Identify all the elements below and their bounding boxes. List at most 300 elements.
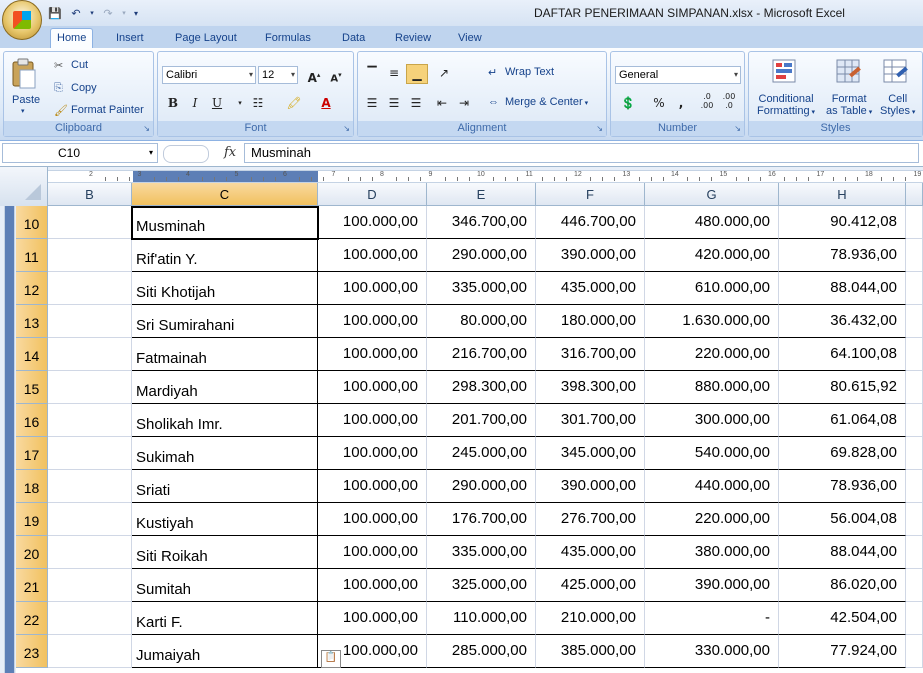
ruler-tick xyxy=(311,177,312,181)
empty-cell[interactable] xyxy=(906,437,923,470)
bold-button[interactable]: B xyxy=(167,96,179,110)
value-cell-f[interactable]: 425.000,00 xyxy=(536,569,645,602)
number-launcher-icon[interactable]: ↘ xyxy=(734,124,741,133)
paste-options-icon[interactable]: 📋 xyxy=(321,650,341,668)
value-cell-f[interactable]: 385.000,00 xyxy=(536,635,645,668)
decrease-decimal-button[interactable]: .00 .0 xyxy=(722,92,736,110)
ruler-number: 16 xyxy=(768,171,776,178)
brush-icon: 🖌 xyxy=(54,105,68,118)
value-cell-g[interactable]: 420.000,00 xyxy=(645,239,779,272)
insert-function-button[interactable]: fx xyxy=(224,145,237,160)
empty-cell[interactable] xyxy=(48,404,132,437)
value-cell-d[interactable]: 100.000,00 xyxy=(318,206,427,239)
wrap-text-button[interactable] xyxy=(488,66,554,78)
font-size-value: 12 xyxy=(262,69,275,81)
format-painter-button[interactable] xyxy=(54,104,144,116)
empty-cell[interactable] xyxy=(906,404,923,437)
italic-button[interactable]: I xyxy=(192,96,198,110)
tab-insert[interactable]: Insert xyxy=(116,32,144,44)
increase-decimal-button[interactable]: .0 .00 xyxy=(700,92,714,110)
name-cell[interactable]: Sholikah Imr. xyxy=(132,404,318,437)
name-cell[interactable]: Sumitah xyxy=(132,569,318,602)
merge-center-label: Merge & Center xyxy=(505,96,583,108)
value-cell-d[interactable]: 100.000,00 xyxy=(318,503,427,536)
conditional-formatting-button[interactable] xyxy=(757,93,815,119)
ruler-tick xyxy=(808,177,809,181)
empty-cell[interactable] xyxy=(906,272,923,305)
table-row xyxy=(48,206,923,239)
paste-dropdown-icon[interactable]: ▾ xyxy=(21,108,25,115)
shrink-font-label: A xyxy=(330,73,339,85)
underline-button[interactable]: U xyxy=(211,96,223,110)
name-cell[interactable]: Musminah xyxy=(132,206,318,239)
conditional-formatting-label-2: Formatting xyxy=(757,105,810,117)
row-header[interactable]: 16 xyxy=(16,404,48,437)
name-box-value: C10 xyxy=(58,146,81,160)
value-cell-h[interactable]: 88.044,00 xyxy=(779,272,906,305)
ruler-tick xyxy=(542,177,543,181)
value-cell-e[interactable]: 298.300,00 xyxy=(427,371,536,404)
align-middle-icon[interactable]: ≡ xyxy=(388,66,400,80)
customize-qat-icon[interactable]: ▾ xyxy=(133,8,138,18)
value-cell-g[interactable]: - xyxy=(645,602,779,635)
row-header[interactable]: 21 xyxy=(16,569,48,602)
orientation-icon[interactable]: ↗ xyxy=(438,66,450,80)
value-cell-d[interactable]: 100.000,00 xyxy=(318,602,427,635)
clipboard-launcher-icon[interactable]: ↘ xyxy=(143,124,150,133)
name-cell[interactable]: Mardiyah xyxy=(132,371,318,404)
styles-group-label: Styles xyxy=(749,121,922,136)
empty-cell[interactable] xyxy=(48,602,132,635)
empty-cell[interactable] xyxy=(48,470,132,503)
ruler-tick xyxy=(881,177,882,181)
value-cell-d[interactable]: 100.000,00 xyxy=(318,437,427,470)
tab-page-layout[interactable]: Page Layout xyxy=(175,32,237,44)
value-cell-h[interactable]: 90.412,08 xyxy=(779,206,906,239)
ruler-tick xyxy=(299,177,300,181)
ruler-tick xyxy=(590,177,591,181)
value-cell-g[interactable]: 440.000,00 xyxy=(645,470,779,503)
column-header-c[interactable]: C xyxy=(132,183,318,206)
row-header[interactable]: 11 xyxy=(16,239,48,272)
empty-cell[interactable] xyxy=(906,338,923,371)
font-group xyxy=(157,51,354,137)
formula-bar-resize-handle[interactable] xyxy=(163,145,209,163)
table-row xyxy=(48,239,923,272)
ruler-tick xyxy=(154,177,155,181)
chevron-down-icon: ▾ xyxy=(290,70,295,79)
align-top-icon[interactable]: ▔ xyxy=(367,66,377,80)
empty-cell[interactable] xyxy=(48,338,132,371)
value-cell-e[interactable]: 346.700,00 xyxy=(427,206,536,239)
ruler-tick xyxy=(214,177,215,181)
font-group-label: Font xyxy=(158,121,353,136)
value-cell-g[interactable]: 540.000,00 xyxy=(645,437,779,470)
ruler-number: 10 xyxy=(477,171,485,178)
row-header[interactable]: 23 xyxy=(16,635,48,668)
empty-cell[interactable] xyxy=(906,635,923,668)
empty-cell[interactable] xyxy=(906,536,923,569)
tab-review[interactable]: Review xyxy=(395,32,432,44)
value-cell-h[interactable]: 77.924,00 xyxy=(779,635,906,668)
value-cell-d[interactable]: 100.000,00 xyxy=(318,470,427,503)
row-header[interactable]: 22 xyxy=(16,602,48,635)
row-header[interactable]: 13 xyxy=(16,305,48,338)
ruler-tick xyxy=(251,177,252,181)
ruler-number: 15 xyxy=(719,171,728,178)
value-cell-h[interactable]: 69.828,00 xyxy=(779,437,906,470)
cell-styles-icon xyxy=(882,58,912,86)
tab-formulas[interactable]: Formulas xyxy=(265,32,311,44)
value-cell-e[interactable]: 290.000,00 xyxy=(427,239,536,272)
fill-color-icon[interactable]: 🖍 xyxy=(286,96,302,110)
font-color-icon[interactable]: A xyxy=(321,96,331,110)
ruler-number: 14 xyxy=(671,171,679,178)
percent-style-button[interactable]: % xyxy=(653,96,665,110)
row-header[interactable]: 14 xyxy=(16,338,48,371)
name-cell[interactable]: Siti Khotijah xyxy=(132,272,318,305)
value-cell-e[interactable]: 201.700,00 xyxy=(427,404,536,437)
empty-cell[interactable] xyxy=(48,371,132,404)
value-cell-g[interactable]: 880.000,00 xyxy=(645,371,779,404)
number-format-value: General xyxy=(619,69,659,81)
name-cell[interactable]: Sri Sumirahani xyxy=(132,305,318,338)
value-cell-e[interactable]: 216.700,00 xyxy=(427,338,536,371)
name-cell[interactable]: Jumaiyah xyxy=(132,635,318,668)
value-cell-g[interactable]: 220.000,00 xyxy=(645,338,779,371)
chevron-down-icon: ▾ xyxy=(809,109,816,116)
ruler-tick xyxy=(360,177,361,181)
alignment-group xyxy=(357,51,607,137)
name-box[interactable] xyxy=(2,143,158,163)
value-cell-h[interactable]: 61.064,08 xyxy=(779,404,906,437)
value-cell-f[interactable]: 390.000,00 xyxy=(536,470,645,503)
ruler-number: 12 xyxy=(574,171,582,178)
empty-cell[interactable] xyxy=(48,206,132,239)
empty-cell[interactable] xyxy=(48,437,132,470)
empty-cell[interactable] xyxy=(906,602,923,635)
quick-access-toolbar xyxy=(46,4,141,22)
ruler-number: 7 xyxy=(331,171,336,178)
undo-dropdown-icon[interactable]: ▾ xyxy=(90,9,94,17)
ruler-tick xyxy=(736,177,737,181)
row-header[interactable]: 20 xyxy=(16,536,48,569)
value-cell-e[interactable]: 335.000,00 xyxy=(427,536,536,569)
empty-cell[interactable] xyxy=(48,635,132,668)
name-cell[interactable]: Kustiyah xyxy=(132,503,318,536)
empty-cell[interactable] xyxy=(48,503,132,536)
empty-cell[interactable] xyxy=(906,569,923,602)
empty-cell[interactable] xyxy=(906,305,923,338)
empty-cell[interactable] xyxy=(906,206,923,239)
ruler-tick xyxy=(687,177,688,181)
ruler-tick xyxy=(505,177,506,181)
value-cell-d[interactable]: 100.000,00 xyxy=(318,305,427,338)
value-cell-h[interactable]: 88.044,00 xyxy=(779,536,906,569)
conditional-formatting-icon xyxy=(771,58,801,86)
table-row xyxy=(48,602,923,635)
value-cell-d[interactable]: 100.000,00 xyxy=(318,272,427,305)
select-all-button[interactable] xyxy=(0,167,48,206)
value-cell-h[interactable]: 86.020,00 xyxy=(779,569,906,602)
row-header[interactable]: 12 xyxy=(16,272,48,305)
empty-cell[interactable] xyxy=(48,569,132,602)
name-cell[interactable]: Sriati xyxy=(132,470,318,503)
ruler-tick xyxy=(105,177,106,181)
chevron-down-icon: ▾ xyxy=(248,70,253,79)
paste-icon[interactable] xyxy=(10,58,40,90)
ruler-tick xyxy=(275,177,276,181)
empty-cell[interactable] xyxy=(906,470,923,503)
ruler-tick xyxy=(420,177,421,181)
ruler-tick xyxy=(614,177,615,181)
ruler-number: 3 xyxy=(137,171,142,178)
value-cell-e[interactable]: 245.000,00 xyxy=(427,437,536,470)
number-format-select[interactable] xyxy=(615,66,741,84)
value-cell-d[interactable]: 100.000,00 xyxy=(318,371,427,404)
tab-view[interactable]: View xyxy=(458,32,482,44)
empty-cell[interactable] xyxy=(48,239,132,272)
ruler-tick xyxy=(178,177,179,181)
cell-styles-label-2: Styles xyxy=(880,105,910,117)
value-cell-e[interactable]: 325.000,00 xyxy=(427,569,536,602)
row-headers xyxy=(16,206,48,673)
ruler-tick xyxy=(129,177,130,181)
borders-icon[interactable]: ☷ xyxy=(252,96,264,110)
ruler-tick xyxy=(845,177,846,181)
empty-cell[interactable] xyxy=(906,239,923,272)
value-cell-f[interactable]: 210.000,00 xyxy=(536,602,645,635)
column-header-b[interactable]: B xyxy=(48,183,132,206)
grow-font-button[interactable]: A▴ xyxy=(307,71,321,85)
cut-label: Cut xyxy=(71,59,89,71)
value-cell-d[interactable]: 100.000,00 xyxy=(318,239,427,272)
value-cell-h[interactable]: 78.936,00 xyxy=(779,470,906,503)
ruler-tick xyxy=(396,177,397,181)
value-cell-e[interactable]: 290.000,00 xyxy=(427,470,536,503)
value-cell-f[interactable]: 180.000,00 xyxy=(536,305,645,338)
value-cell-d[interactable]: 100.000,00 xyxy=(318,404,427,437)
value-cell-e[interactable]: 335.000,00 xyxy=(427,272,536,305)
ruler-tick xyxy=(166,177,167,181)
ruler-tick xyxy=(457,177,458,181)
format-as-table-icon xyxy=(835,58,865,86)
align-left-icon[interactable]: ☰ xyxy=(366,96,378,110)
ruler-tick xyxy=(760,177,761,181)
office-logo-icon xyxy=(13,11,31,29)
ruler-tick xyxy=(493,177,494,181)
merge-center-button[interactable] xyxy=(488,96,588,108)
value-cell-g[interactable]: 220.000,00 xyxy=(645,503,779,536)
table-row xyxy=(48,338,923,371)
table-row xyxy=(48,470,923,503)
font-name-value: Calibri xyxy=(166,69,198,81)
column-header-e[interactable]: E xyxy=(427,183,536,206)
align-bottom-icon[interactable]: ▁ xyxy=(406,64,428,84)
value-cell-e[interactable]: 176.700,00 xyxy=(427,503,536,536)
ruler-number: 13 xyxy=(622,171,631,178)
worksheet-grid xyxy=(48,206,923,673)
alignment-launcher-icon[interactable]: ↘ xyxy=(596,124,603,133)
table-row xyxy=(48,272,923,305)
value-cell-g[interactable]: 610.000,00 xyxy=(645,272,779,305)
value-cell-g[interactable]: 300.000,00 xyxy=(645,404,779,437)
ruler-tick xyxy=(905,177,906,181)
value-cell-e[interactable]: 110.000,00 xyxy=(427,602,536,635)
row-header[interactable]: 15 xyxy=(16,371,48,404)
underline-dropdown-icon[interactable]: ▾ xyxy=(238,99,242,107)
column-header-h[interactable]: H xyxy=(779,183,906,206)
tab-data[interactable]: Data xyxy=(342,32,366,44)
empty-cell[interactable] xyxy=(48,305,132,338)
ruler-tick xyxy=(372,177,373,181)
value-cell-f[interactable]: 276.700,00 xyxy=(536,503,645,536)
font-name-select[interactable] xyxy=(162,66,256,84)
ruler-tick xyxy=(348,177,349,181)
value-cell-h[interactable]: 80.615,92 xyxy=(779,371,906,404)
ruler-tick xyxy=(833,177,834,181)
table-row xyxy=(48,305,923,338)
value-cell-h[interactable]: 36.432,00 xyxy=(779,305,906,338)
value-cell-d[interactable]: 100.000,00 xyxy=(318,569,427,602)
ruler-number: 6 xyxy=(283,171,287,178)
column-header-d[interactable]: D xyxy=(318,183,427,206)
merge-icon: ⇔ xyxy=(488,96,499,109)
shrink-font-button[interactable]: A▾ xyxy=(330,71,342,85)
value-cell-f[interactable]: 301.700,00 xyxy=(536,404,645,437)
window-title: DAFTAR PENERIMAAN SIMPANAN.xlsx - Microsoft Excel xyxy=(534,6,845,20)
ruler-number: 11 xyxy=(525,171,533,178)
value-cell-h[interactable]: 64.100,08 xyxy=(779,338,906,371)
value-cell-f[interactable]: 435.000,00 xyxy=(536,272,645,305)
redo-dropdown-icon[interactable]: ▾ xyxy=(122,9,126,17)
row-header[interactable]: 18 xyxy=(16,470,48,503)
empty-cell[interactable] xyxy=(48,536,132,569)
column-header-i[interactable] xyxy=(906,183,923,206)
empty-cell[interactable] xyxy=(48,272,132,305)
name-cell[interactable]: Rif'atin Y. xyxy=(132,239,318,272)
alignment-group-label: Alignment xyxy=(358,121,606,136)
number-group xyxy=(610,51,745,137)
comma-style-button[interactable]: , xyxy=(678,96,684,110)
chevron-down-icon: ▾ xyxy=(733,70,738,79)
number-group-label: Number xyxy=(611,121,744,136)
grow-font-label: A xyxy=(307,71,317,85)
chevron-down-icon: ▾ xyxy=(866,109,873,116)
value-cell-f[interactable]: 316.700,00 xyxy=(536,338,645,371)
value-cell-g[interactable]: 480.000,00 xyxy=(645,206,779,239)
accounting-format-icon[interactable]: 💲 xyxy=(620,96,636,110)
ruler-tick xyxy=(263,177,264,181)
ruler-tick xyxy=(117,177,118,181)
save-icon[interactable]: 💾 xyxy=(48,6,62,20)
undo-icon[interactable]: ↶ xyxy=(71,6,81,20)
font-size-select[interactable] xyxy=(258,66,298,84)
value-cell-d[interactable]: 100.000,00 xyxy=(318,338,427,371)
value-cell-d[interactable]: 100.000,00 xyxy=(318,635,427,668)
ribbon-tabs xyxy=(0,26,923,48)
table-row xyxy=(48,404,923,437)
value-cell-d[interactable]: 100.000,00 xyxy=(318,536,427,569)
value-cell-g[interactable]: 1.630.000,00 xyxy=(645,305,779,338)
ruler-tick xyxy=(554,177,555,181)
copy-button[interactable] xyxy=(54,82,97,94)
align-right-icon[interactable]: ☰ xyxy=(410,96,422,110)
value-cell-f[interactable]: 398.300,00 xyxy=(536,371,645,404)
value-cell-g[interactable]: 390.000,00 xyxy=(645,569,779,602)
ruler-number: 17 xyxy=(816,171,825,178)
redo-icon[interactable]: ↷ xyxy=(103,6,113,20)
formula-input[interactable]: Musminah xyxy=(244,143,919,163)
column-header-g[interactable]: G xyxy=(645,183,779,206)
value-cell-g[interactable]: 330.000,00 xyxy=(645,635,779,668)
paste-button[interactable]: Paste xyxy=(12,94,41,106)
value-cell-e[interactable]: 80.000,00 xyxy=(427,305,536,338)
ruler-tick xyxy=(748,177,749,181)
value-cell-h[interactable]: 78.936,00 xyxy=(779,239,906,272)
ruler-tick xyxy=(796,177,797,181)
name-cell[interactable]: Fatmainah xyxy=(132,338,318,371)
value-cell-g[interactable]: 380.000,00 xyxy=(645,536,779,569)
format-as-table-button[interactable] xyxy=(826,93,872,119)
clipboard-group-label: Clipboard xyxy=(4,121,153,136)
decrease-indent-icon[interactable]: ⇤ xyxy=(436,96,448,110)
value-cell-f[interactable]: 390.000,00 xyxy=(536,239,645,272)
empty-cell[interactable] xyxy=(906,371,923,404)
name-cell[interactable]: Siti Roikah xyxy=(132,536,318,569)
value-cell-e[interactable]: 285.000,00 xyxy=(427,635,536,668)
value-cell-f[interactable]: 446.700,00 xyxy=(536,206,645,239)
table-row xyxy=(48,569,923,602)
row-header[interactable]: 17 xyxy=(16,437,48,470)
value-cell-f[interactable]: 345.000,00 xyxy=(536,437,645,470)
column-header-f[interactable]: F xyxy=(536,183,645,206)
ruler-tick xyxy=(893,177,894,181)
chevron-down-icon: ▾ xyxy=(909,109,916,116)
styles-group xyxy=(748,51,923,137)
value-cell-h[interactable]: 42.504,00 xyxy=(779,602,906,635)
ruler-tick xyxy=(323,177,324,181)
align-center-icon[interactable]: ☰ xyxy=(388,96,400,110)
office-button[interactable] xyxy=(2,0,42,40)
wrap-text-icon: ↵ xyxy=(488,67,498,80)
cut-button[interactable] xyxy=(54,59,88,71)
formula-bar xyxy=(0,141,923,167)
name-cell[interactable]: Sukimah xyxy=(132,437,318,470)
table-row xyxy=(48,437,923,470)
tab-home[interactable]: Home xyxy=(50,28,93,48)
column-headers xyxy=(48,183,923,206)
ruler-tick xyxy=(226,177,227,181)
ruler-tick xyxy=(445,177,446,181)
vertical-ruler xyxy=(0,206,16,673)
ruler-tick xyxy=(566,177,567,181)
row-header[interactable]: 10 xyxy=(16,206,48,239)
font-launcher-icon[interactable]: ↘ xyxy=(343,124,350,133)
ruler-tick xyxy=(517,177,518,181)
value-cell-h[interactable]: 56.004,08 xyxy=(779,503,906,536)
ruler-number: 8 xyxy=(380,171,384,178)
cell-styles-button[interactable] xyxy=(880,93,915,119)
value-cell-f[interactable]: 435.000,00 xyxy=(536,536,645,569)
name-cell[interactable]: Karti F. xyxy=(132,602,318,635)
empty-cell[interactable] xyxy=(906,503,923,536)
format-as-table-label-2: as Table xyxy=(826,105,867,117)
copy-icon: ⎘ xyxy=(54,82,63,95)
row-header[interactable]: 19 xyxy=(16,503,48,536)
increase-indent-icon[interactable]: ⇥ xyxy=(458,96,470,110)
vertical-ruler-strip xyxy=(4,206,15,673)
